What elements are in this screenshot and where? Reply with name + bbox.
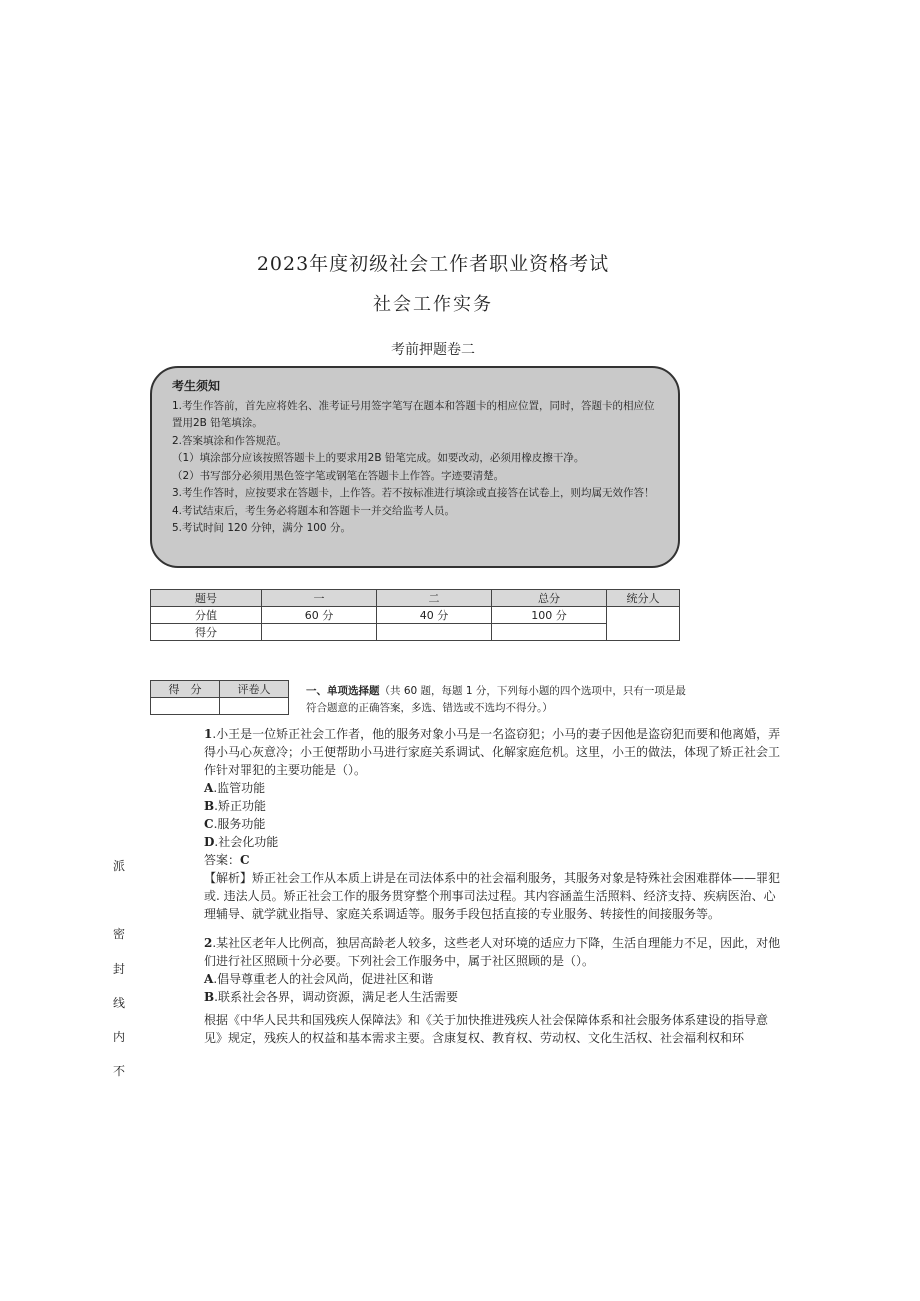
option-key: A: [204, 781, 214, 795]
question-stem: .某社区老年人比例高，独居高龄老人较多，这些老人对环境的适应力下降，生活自理能力不足，因此，对他们进行社区照顾十分必要。下列社会工作服务中，属于社区照顾的是（）。: [204, 936, 781, 968]
text-fragment: 根据《中华人民共和国残疾人保障法》和《关于加快推进残疾人社会保障体系和社会服务体系建设的指导意见》规定，残疾人的权益和基本需求主要。含康复权、教育权、劳动权、文化生活权、社会福利权和环: [204, 1013, 769, 1045]
analysis-text: 矫正社会工作从本质上讲是在司法体系中的社会福利服务，其服务对象是特殊社会困难群体——罪犯或. 违法人员。矫正社会工作的服务贯穿整个刑事司法过程。其内容涵盖生活照料、经济支持、疾病医治、心理辅导、就学就业指导、家庭关系调适等。服务手段包括直接的专业服务、转接性的间接服务等。: [204, 871, 781, 921]
margin-char: 密: [113, 927, 126, 941]
section-heading: [306, 683, 686, 717]
option-text: .服务功能: [213, 817, 266, 831]
scorer-cell: [607, 607, 680, 641]
question-1: [204, 725, 784, 923]
score-header-cell: 二: [377, 590, 492, 607]
option-key: A: [204, 972, 214, 986]
margin-char: 封: [113, 962, 126, 976]
question-number: 2: [204, 936, 213, 950]
score-value-cell: 60 分: [262, 607, 377, 624]
answer-value: C: [240, 853, 250, 867]
score-header-cell: 总分: [492, 590, 607, 607]
score-empty-cell: [377, 624, 492, 641]
question-stem: .小王是一位矫正社会工作者，他的服务对象小马是一名盗窃犯；小马的妻子因他是盗窃犯而要和他离婚，弄得小马心灰意冷；小王便帮助小马进行家庭关系调试、化解家庭危机。这里，小王的做法，体现了矫正社会工作针对罪犯的主要功能是（）。: [204, 727, 781, 777]
score-empty-cell: [492, 624, 607, 641]
score-header-cell: 一: [262, 590, 377, 607]
option-key: B: [204, 990, 215, 1004]
exam-title: 2023年度初级社会工作者职业资格考试: [256, 253, 610, 275]
grader-empty-cell: [151, 698, 220, 715]
notice-line: （2）书写部分必须用黑色签字笔或钢笔在答题卡上作答。字迹要清楚。: [172, 469, 505, 482]
option-text: .联系社会各界，调动资源，满足老人生活需要: [214, 990, 458, 1004]
score-row-label: 分值: [151, 607, 262, 624]
question-2: [204, 934, 784, 1006]
question-number: 1: [204, 727, 213, 741]
margin-char: 派: [113, 859, 126, 873]
notice-box: [150, 366, 680, 568]
notice-line: 3.考生作答时，应按要求在答题卡，上作答。若不按标准进行填涂或直接答在试卷上，则均属无效作答！: [172, 487, 655, 499]
option-text: .监管功能: [213, 781, 266, 795]
grader-reviewer-label: 评卷人: [220, 681, 289, 698]
margin-char: 不: [113, 1064, 126, 1078]
option-text: .矫正功能: [214, 799, 266, 813]
score-table: [150, 589, 680, 641]
grader-score-label: 得 分: [151, 681, 220, 698]
section-title: 一、单项选择题: [306, 685, 380, 697]
option-key: D: [204, 835, 215, 849]
notice-line: 2.答案填涂和作答规范。: [172, 434, 288, 447]
option-text: .社会化功能: [214, 835, 279, 849]
section-desc: （共 60 题，每题 1 分，下列每小题的四个选项中，只有一项是最符合题意的正确答案，多选、错选或不选均不得分。）: [306, 685, 686, 714]
score-row-label: 得分: [151, 624, 262, 641]
score-header-cell: 题号: [151, 590, 262, 607]
margin-char: 内: [113, 1030, 126, 1044]
option-key: B: [204, 799, 215, 813]
score-header-cell: 统分人: [607, 590, 680, 607]
paper-name: 考前押题卷二: [391, 342, 475, 358]
notice-line: 5.考试时间 120 分钟，满分 100 分。: [172, 522, 351, 534]
margin-char: 线: [113, 996, 126, 1010]
score-empty-cell: [262, 624, 377, 641]
answer-label: 答案：: [204, 853, 241, 867]
notice-line: 1.考生作答前，首先应将姓名、准考证号用签字笔写在题本和答题卡的相应位置，同时，答题卡的相应位置用2B 铅笔填涂。: [172, 399, 655, 429]
analysis-label: 【解析】: [204, 871, 253, 885]
notice-line: 4.考试结束后，考生务必将题本和答题卡一并交给监考人员。: [172, 504, 456, 517]
score-value-cell: 40 分: [377, 607, 492, 624]
option-text: .倡导尊重老人的社会风尚，促进社区和谐: [213, 972, 434, 986]
notice-heading: 考生须知: [172, 379, 221, 393]
exam-subject: 社会工作实务: [373, 294, 493, 315]
option-key: C: [204, 817, 214, 831]
score-value-cell: 100 分: [492, 607, 607, 624]
notice-line: （1）填涂部分应该按照答题卡上的要求用2B 铅笔完成。如要改动，必须用橡皮擦干净。: [172, 452, 585, 464]
grader-empty-cell: [220, 698, 289, 715]
grader-box: [150, 680, 289, 715]
